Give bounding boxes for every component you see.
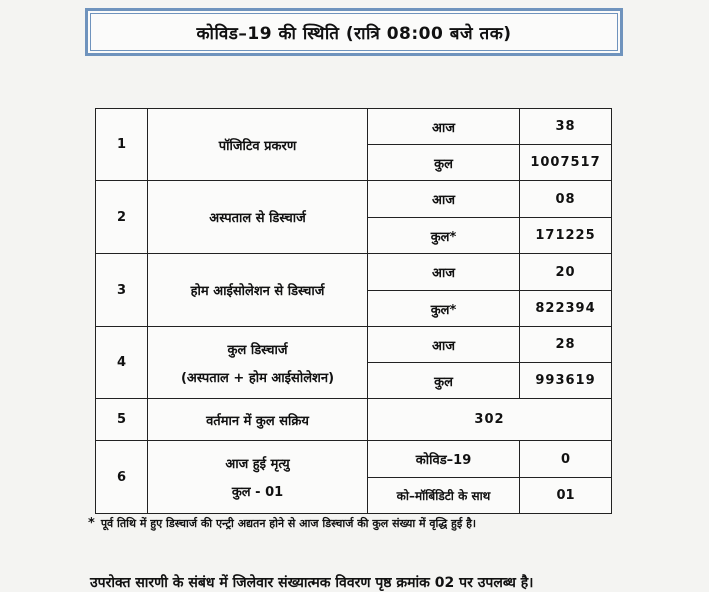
- table-row: [96, 327, 612, 363]
- table-row: [96, 441, 612, 478]
- row-label: कुल डिस्चार्ज: [227, 342, 288, 358]
- row-label-cell: [148, 327, 368, 399]
- title-inner-frame: [90, 13, 618, 51]
- today-value: 08: [520, 181, 612, 218]
- comorbid-label: को–मॉर्बिडिटी के साथ: [368, 478, 520, 514]
- table-row: [96, 181, 612, 218]
- total-value: 822394: [520, 291, 612, 327]
- covid-label: कोविड–19: [368, 441, 520, 478]
- row-serial: 6: [96, 441, 148, 514]
- row-label: होम आईसोलेशन से डिस्चार्ज: [148, 254, 368, 327]
- today-value: 20: [520, 254, 612, 291]
- table-row: [96, 254, 612, 291]
- row-label: आज हुई मृत्यु: [225, 457, 290, 472]
- today-label: आज: [368, 109, 520, 145]
- row-serial: 3: [96, 254, 148, 327]
- row-label: अस्पताल से डिस्चार्ज: [148, 181, 368, 254]
- row-serial: 4: [96, 327, 148, 399]
- total-label: कुल: [368, 363, 520, 399]
- footnote-text: पूर्व तिथि में हुए डिस्चार्ज की एन्ट्री अद्यतन होने से आज डिस्चार्ज की कुल संख्या में वृद्धि हुई है।: [100, 517, 477, 530]
- row-label: वर्तमान में कुल सक्रिय: [148, 399, 368, 441]
- comorbid-value: 01: [520, 478, 612, 514]
- active-value: 302: [368, 399, 612, 441]
- row-sublabel: (अस्पताल + होम आईसोलेशन): [180, 370, 335, 386]
- row-sublabel: कुल - 01: [231, 485, 284, 500]
- page-title: कोविड–19 की स्थिति (रात्रि 08:00 बजे तक): [196, 23, 512, 44]
- total-label: कुल: [368, 145, 520, 181]
- table-row: [96, 399, 612, 441]
- row-serial: 2: [96, 181, 148, 254]
- row-serial: 1: [96, 109, 148, 181]
- today-value: 28: [520, 327, 612, 363]
- total-value: 171225: [520, 218, 612, 254]
- today-value: 38: [520, 109, 612, 145]
- title-box: [85, 8, 623, 56]
- today-label: आज: [368, 181, 520, 218]
- total-label: कुल*: [368, 218, 520, 254]
- row-label: पॉजिटिव प्रकरण: [148, 109, 368, 181]
- bottom-note: उपरोक्त सारणी के संबंध में जिलेवार संख्यात्मक विवरण पृष्ठ क्रमांक 02 पर उपलब्ध है।: [90, 575, 534, 591]
- row-serial: 5: [96, 399, 148, 441]
- total-value: 1007517: [520, 145, 612, 181]
- row-label-cell: [148, 441, 368, 514]
- today-label: आज: [368, 254, 520, 291]
- total-label: कुल*: [368, 291, 520, 327]
- today-label: आज: [368, 327, 520, 363]
- total-value: 993619: [520, 363, 612, 399]
- footnote-mark: *: [88, 516, 95, 531]
- covid-value: 0: [520, 441, 612, 478]
- status-table: [95, 108, 612, 514]
- footnote: [88, 516, 476, 531]
- table-row: [96, 109, 612, 145]
